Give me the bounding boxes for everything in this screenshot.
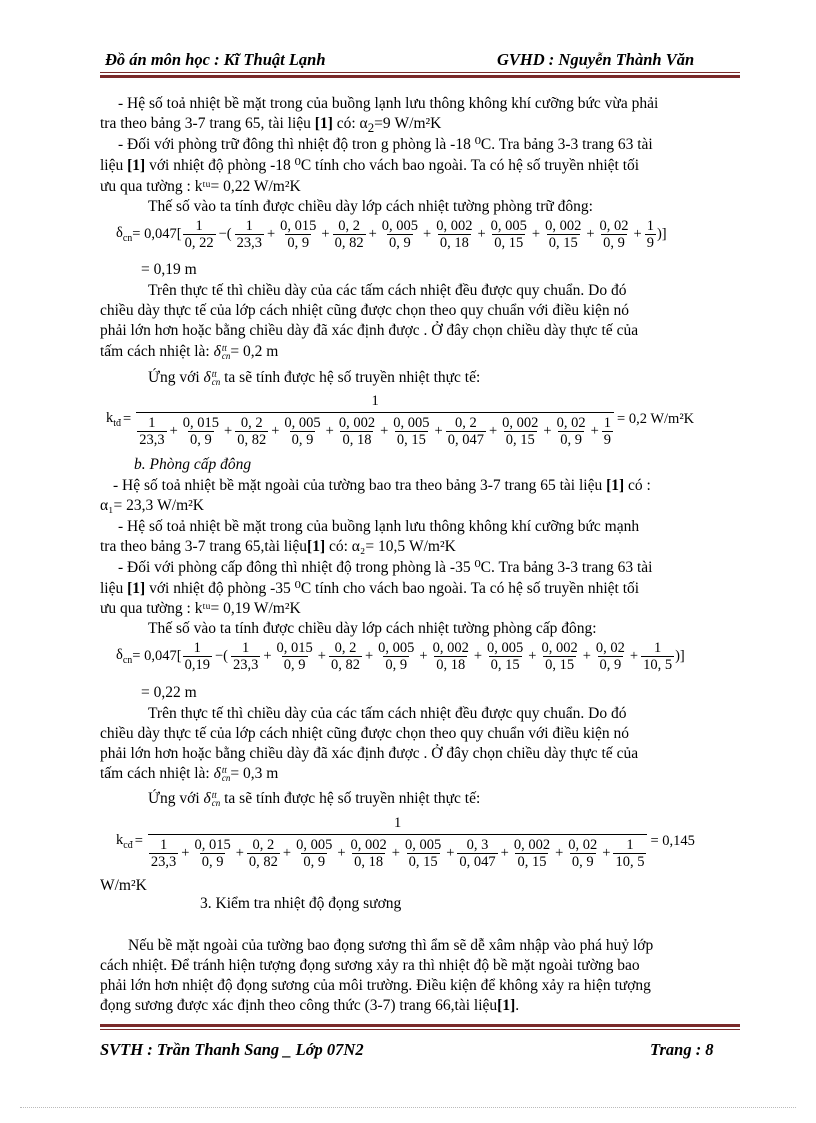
delta-sub: cn	[221, 773, 231, 784]
delta-tt-symbol: δ tt cn	[213, 343, 231, 362]
operator: +	[181, 845, 190, 861]
equation-delta-tru-dong	[116, 218, 667, 251]
big-denominator	[148, 834, 648, 870]
text-line: Thế số vào ta tính được chiều dày lớp cách nhiệt tường phòng trữ đông:	[148, 198, 593, 215]
text-line: Trên thực tế thì chiều dày của các tấm cách nhiệt đều được quy chuẩn. Do đó	[148, 282, 627, 299]
fraction-term: $\frac{0, 005}{0, 9}$	[381, 218, 419, 251]
section-heading-b: b. Phòng cấp đông	[134, 456, 252, 473]
fraction-term: $\frac{0, 2}{0, 047}$	[447, 415, 484, 448]
fraction-term: $\frac{0, 2}{0, 82}$	[334, 218, 364, 251]
fraction-term: $\frac{1}{10, 5}$	[643, 640, 673, 673]
fraction-term: $\frac{0, 005}{0, 15}$	[487, 640, 524, 673]
operator: +	[282, 845, 292, 861]
text-line: chiều dày thực tế của lớp cách nhiệt cũng được chọn theo quy chuẩn với điều kiện nó	[100, 302, 630, 319]
text-line: Trên thực tế thì chiều dày của các tấm cách nhiệt đều được quy chuẩn. Do đó	[148, 705, 627, 722]
fraction-term: $\frac{0, 002}{0, 18}$	[432, 640, 469, 673]
fraction-term: $\frac{1}{23,3}$	[150, 837, 177, 870]
footer-right: Trang : 8	[650, 1040, 714, 1059]
header-right: GVHD : Nguyễn Thành Văn	[497, 50, 695, 69]
equation-delta-cap-dong	[116, 640, 685, 673]
fraction-term: $\frac{0, 005}{0, 15}$	[404, 837, 442, 870]
operator: +	[582, 648, 591, 664]
operator: +	[586, 226, 595, 242]
operator: =	[134, 832, 143, 849]
operator: +	[235, 845, 244, 861]
fraction-term: $\frac{0, 002}{0, 15}$	[502, 415, 539, 448]
text-line: = 0,19 m	[141, 261, 197, 278]
operator: +	[543, 423, 552, 439]
fraction-term: $\frac{0, 2}{0, 82}$	[237, 415, 267, 448]
text-line: - Đối với phòng cấp đông thì nhiệt độ trong phòng là -35 ⁰C. Tra bảng 3-3 trang 63 tài	[118, 559, 653, 576]
operator: +	[633, 226, 642, 242]
text-line: tra theo bảng 3-7 trang 65,tài liệu[1] có: α₂= 10,5 W/m²K	[100, 538, 456, 555]
operator: +	[423, 226, 432, 242]
text-line: - Hệ số toả nhiệt bề mặt trong của buồng lạnh lưu thông không khí cưỡng bức mạnh	[118, 518, 640, 535]
fraction-term: $\frac{0, 005}{0, 9}$	[296, 837, 333, 870]
operator: +	[555, 845, 564, 861]
delta-sub: cn	[221, 351, 231, 362]
fraction-term: $\frac{0, 005}{0, 15}$	[393, 415, 430, 448]
operator: +	[629, 648, 639, 664]
text-line: Ứng với δ tt cn ta sẽ tính được hệ số truyền nhiệt thực tế:	[148, 369, 481, 388]
eq-result: = 0,145	[650, 832, 695, 849]
fraction-term: $\frac{0, 015}{0, 9}$	[276, 640, 313, 673]
big-denominator	[136, 412, 614, 448]
fraction-term: $\frac{0, 005}{0, 9}$	[378, 640, 415, 673]
operator: +	[224, 423, 233, 439]
delta-sub: cn	[211, 798, 221, 809]
section-heading-3: 3. Kiểm tra nhiệt độ đọng sương	[200, 895, 402, 912]
eq-lhs: $k_{cđ}$	[116, 831, 133, 851]
operator: +	[446, 845, 455, 861]
operator: +	[368, 226, 377, 242]
delta-sub: cn	[211, 377, 221, 388]
fraction-term: $\frac{0, 002}{0, 18}$	[350, 837, 387, 870]
operator: +	[271, 423, 280, 439]
text-line: tấm cách nhiệt là: δ tt cn = 0,2 m	[100, 343, 279, 362]
delta-tt-symbol: δ tt cn	[203, 790, 221, 809]
text-line: Ứng với δ tt cn ta sẽ tính được hệ số truyền nhiệt thực tế:	[148, 790, 481, 809]
delta-sup: tt	[221, 343, 227, 354]
text-line: phải lớn hơn nhiệt độ đọng sương của môi trường. Điều kiện để không xảy ra hiện tượng	[100, 977, 651, 994]
header-left: Đồ án môn học : Kĩ Thuật Lạnh	[105, 50, 326, 69]
fraction-term: $\frac{1}{10, 5}$	[615, 837, 645, 870]
fraction-term: $\frac{0, 002}{0, 15}$	[541, 640, 578, 673]
eq-lhs: $k_{tđ}$	[106, 409, 122, 429]
text-line: ưu qua tường : kᵗᵘ= 0,19 W/m²K	[100, 600, 301, 617]
operator: +	[169, 423, 178, 439]
fraction-term: $\frac{1}{9}$	[603, 415, 612, 448]
text-line: - Đối với phòng trữ đông thì nhiệt độ tron g phòng là -18 ⁰C. Tra bảng 3-3 trang 63 tài	[118, 136, 653, 153]
text-line: tra theo bảng 3-7 trang 65, tài liệu [1] có: $\alpha_2=9$ W/m²K	[100, 115, 442, 136]
fraction-term: $\frac{0, 002}{0, 18}$	[338, 415, 376, 448]
operator: +	[266, 226, 276, 242]
eq-lhs: $\delta_{cn}$	[116, 225, 133, 244]
operator: +	[364, 648, 374, 664]
big-numerator: 1	[371, 393, 379, 409]
footer-rule-thick	[100, 1024, 740, 1027]
eq-lhs: $\delta_{cn}$	[116, 647, 133, 666]
text-line: cách nhiệt. Để tránh hiện tượng đọng sương xảy ra thì nhiệt độ bề mặt ngoài tường bao	[100, 957, 640, 974]
operator: −(	[218, 226, 232, 242]
delta-sup: tt	[221, 765, 227, 776]
text-line: liệu [1] với nhiệt độ phòng -18 ⁰C tính cho vách bao ngoài. Ta có hệ số truyền nhiệt tối	[100, 157, 640, 174]
footer-rule-thin	[100, 1029, 740, 1030]
operator: +	[317, 648, 326, 664]
fraction-term: $\frac{0, 005}{0, 9}$	[284, 415, 321, 448]
operator: +	[488, 423, 498, 439]
fraction-term: $\frac{0, 02}{0, 9}$	[595, 640, 625, 673]
big-fraction	[148, 812, 648, 870]
operator: +	[602, 845, 611, 861]
operator: +	[391, 845, 400, 861]
footer-left: SVTH : Trần Thanh Sang _ Lớp 07N2	[100, 1040, 364, 1059]
fraction-term: $\frac{1}{23,3}$	[139, 415, 165, 448]
text-line: Nếu bề mặt ngoài của tường bao đọng sương thì ẩm sẽ dễ xâm nhập vào phá huỷ lớp	[128, 937, 654, 954]
eq-prefix: = 0,047[	[132, 226, 182, 242]
operator: +	[337, 845, 346, 861]
big-numerator: 1	[394, 815, 402, 831]
operator: +	[473, 648, 483, 664]
fraction-term: $\frac{0, 02}{0, 9}$	[599, 218, 629, 251]
fraction-term: $\frac{0, 005}{0, 15}$	[490, 218, 527, 251]
operator: +	[434, 423, 443, 439]
fraction-term: $\frac{0, 002}{0, 15}$	[513, 837, 551, 870]
header-rule-thick	[100, 75, 740, 78]
fraction-term: $\frac{0, 015}{0, 9}$	[194, 837, 231, 870]
fraction-term: $\frac{0, 02}{0, 9}$	[556, 415, 586, 448]
eq-result: = 0,2 W/m²K	[617, 410, 695, 427]
operator: +	[263, 648, 272, 664]
operator: +	[321, 226, 330, 242]
operator: +	[380, 423, 389, 439]
fraction-term: $\frac{0, 015}{0, 9}$	[280, 218, 317, 251]
fraction-term: $\frac{1}{9}$	[646, 218, 654, 251]
operator: +	[590, 423, 599, 439]
text-line: Thế số vào ta tính được chiều dày lớp cách nhiệt tường phòng cấp đông:	[148, 620, 597, 637]
eq-suffix: )]	[675, 648, 685, 664]
text-line: chiều dày thực tế của lớp cách nhiệt cũng được chọn theo quy chuẩn với điều kiện nó	[100, 725, 630, 742]
delta-sup: tt	[211, 790, 217, 801]
operator: +	[500, 845, 509, 861]
fraction-term: $\frac{0, 3}{0, 047}$	[459, 837, 496, 870]
eq-suffix: )]	[656, 226, 667, 242]
fraction-term: $\frac{0, 002}{0, 18}$	[436, 218, 473, 251]
delta-tt-symbol: δ tt cn	[203, 369, 221, 388]
fraction-term: $\frac{0, 015}{0, 9}$	[182, 415, 220, 448]
text-line: - Hệ số toả nhiệt bề mặt trong của buồng lạnh lưu thông không khí cưỡng bức vừa phải	[118, 95, 659, 112]
delta-tt-symbol: δ tt cn	[213, 765, 231, 784]
text-line: phải lớn hơn hoặc bằng chiều dày đã xác định được . Ở đây chọn chiều dày thực tế của	[100, 745, 639, 762]
fraction-term: $\frac{1}{23,3}$	[232, 640, 259, 673]
page-bottom-dotted-rule	[20, 1107, 796, 1108]
text-line: - Hệ số toả nhiệt bề mặt ngoài của tường bao tra theo bảng 3-7 trang 65 tài liệu [1] có :	[113, 477, 651, 494]
fraction-first: $\frac{1}{0,19}$	[184, 640, 210, 673]
operator: +	[477, 226, 486, 242]
operator: +	[531, 226, 541, 242]
fraction-term: $\frac{0, 02}{0, 9}$	[568, 837, 598, 870]
text-line: = 0,22 m	[141, 684, 197, 701]
operator: +	[528, 648, 537, 664]
text-line: α₁= 23,3 W/m²K	[100, 497, 204, 514]
operator: +	[325, 423, 334, 439]
text-line: tấm cách nhiệt là: δ tt cn = 0,3 m	[100, 765, 279, 784]
equation-k-cd	[116, 812, 695, 870]
fraction-term: $\frac{0, 2}{0, 82}$	[248, 837, 278, 870]
fraction-term: $\frac{0, 2}{0, 82}$	[330, 640, 360, 673]
fraction-term: $\frac{1}{23,3}$	[236, 218, 262, 251]
fraction-term: $\frac{0, 002}{0, 15}$	[545, 218, 582, 251]
text-line: phải lớn hơn hoặc bằng chiều dày đã xác định được . Ở đây chọn chiều dày thực tế của	[100, 322, 639, 339]
operator: +	[419, 648, 428, 664]
delta-sup: tt	[211, 369, 217, 380]
text-line: W/m²K	[100, 877, 147, 894]
text-line: liệu [1] với nhiệt độ phòng -35 ⁰C tính cho vách bao ngoài. Ta có hệ số truyền nhiệt tối	[100, 580, 640, 597]
text-line: đọng sương được xác định theo công thức (3-7) trang 66,tài liệu[1].	[100, 997, 520, 1014]
operator: −(	[214, 648, 228, 664]
big-fraction	[136, 390, 614, 448]
operator: =	[123, 410, 132, 427]
equation-k-td	[106, 390, 694, 448]
header-rule-thin	[100, 72, 740, 73]
eq-prefix: = 0,047[	[132, 648, 182, 664]
text-line: ưu qua tường : kᵗᵘ= 0,22 W/m²K	[100, 178, 301, 195]
fraction-first: $\frac{1}{0, 22}$	[184, 218, 214, 251]
